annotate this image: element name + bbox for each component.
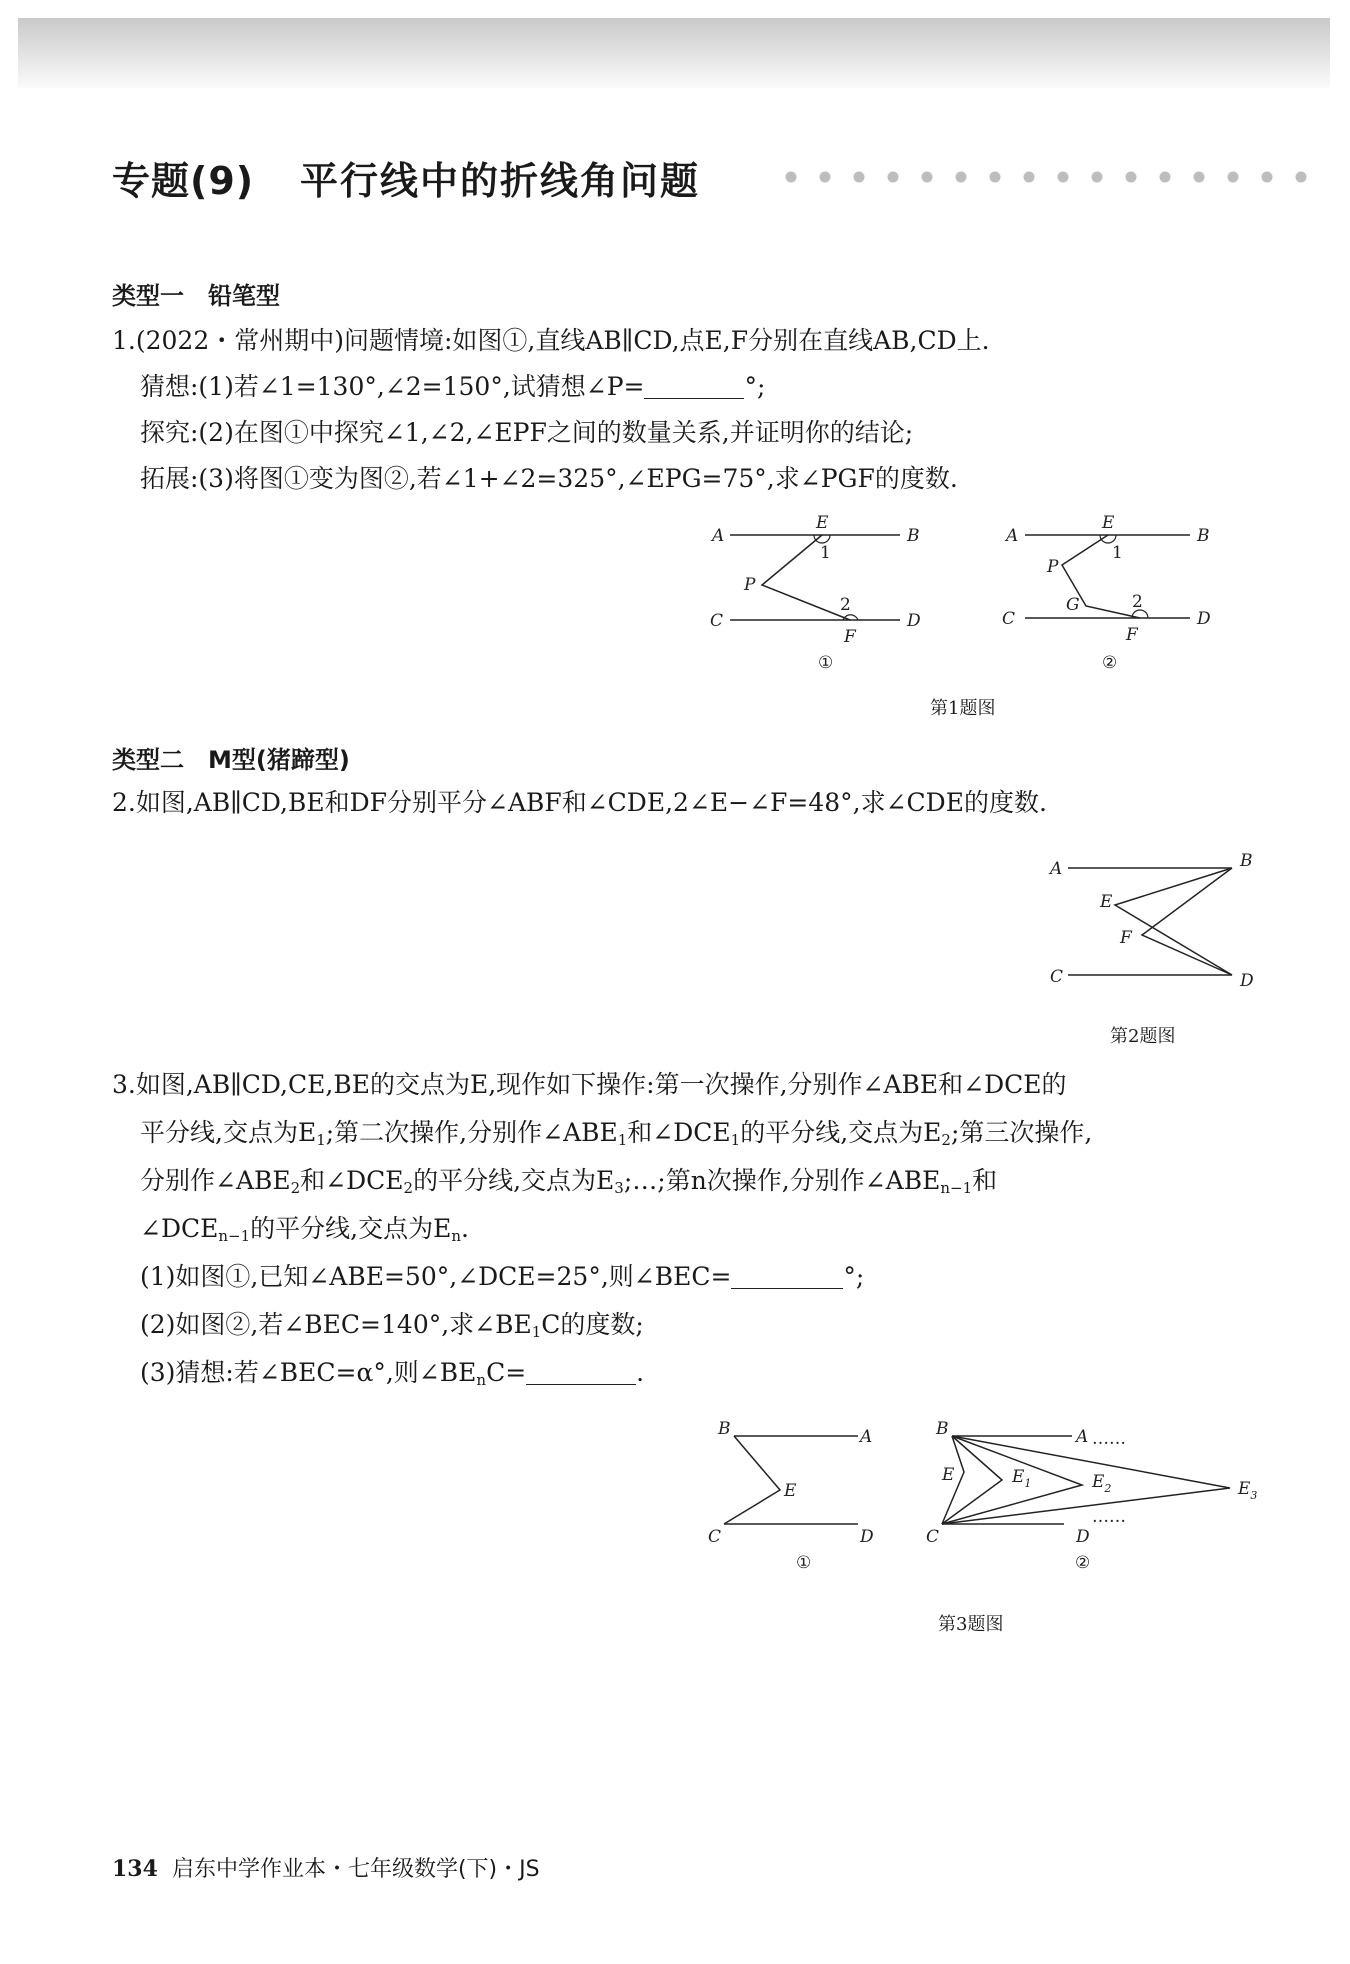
q1-line4: 拓展:(3)将图①变为图②,若∠1+∠2=325°,∠EPG=75°,求∠PGF的度数. — [140, 464, 958, 493]
label-1: 1 — [1112, 543, 1123, 563]
q1-answer-blank[interactable] — [644, 374, 744, 399]
q3-line3-part: ;…;第n次操作,分别作∠ABE — [623, 1166, 941, 1195]
q3-part3-blank[interactable] — [526, 1360, 636, 1385]
q1-guess-text: 猜想:(1)若∠1=130°,∠2=150°,试猜想∠P= — [140, 372, 645, 401]
label-f: F — [1120, 928, 1132, 948]
polyline-bfd — [1142, 868, 1232, 975]
q3-line2 — [140, 1110, 1092, 1163]
topic-title: 平行线中的折线角问题 — [300, 159, 701, 203]
label-2: 2 — [840, 595, 851, 615]
q3-line3-part: 和 — [972, 1166, 998, 1195]
q3-figure-2 — [926, 1419, 1257, 1573]
q1-line1: 1.(2022・常州期中)问题情境:如图①,直线AB∥CD,点E,F分别在直线AB,CD上. — [112, 326, 990, 355]
label-c: C — [1050, 967, 1064, 987]
q2-figure — [1030, 845, 1270, 995]
label-b: B — [907, 526, 920, 546]
q3-part3-text: (3)猜想:若∠BEC=α°,则∠BE — [140, 1358, 477, 1387]
label-e: E — [784, 1481, 797, 1501]
q3-figures — [700, 1412, 1270, 1582]
label-2: 2 — [1132, 592, 1143, 612]
label-c: C — [708, 1527, 722, 1547]
q3-line3 — [140, 1158, 997, 1211]
label-a: A — [1050, 859, 1063, 879]
label-e2 — [1091, 1472, 1111, 1495]
label-b: B — [1240, 851, 1253, 871]
label-d: D — [907, 611, 921, 631]
label-1: 1 — [820, 543, 831, 563]
q1-line3: 探究:(2)在图①中探究∠1,∠2,∠EPF之间的数量关系,并证明你的结论; — [140, 418, 914, 447]
label-e: E — [1100, 892, 1113, 912]
dots-upper: …… — [1092, 1429, 1126, 1449]
angle-2-arc — [843, 615, 858, 620]
label-g: G — [1066, 595, 1080, 615]
subscript: 2 — [941, 1131, 951, 1149]
q3-figure-1 — [708, 1419, 874, 1573]
q3-part3 — [140, 1350, 644, 1403]
label-f: F — [1126, 625, 1138, 645]
subscript: 1 — [316, 1131, 326, 1149]
label-e1-letter: E — [1012, 1467, 1025, 1487]
page-number: 134 — [112, 1856, 158, 1882]
q3-part2-text: (2)如图②,若∠BEC=140°,求∠BE — [140, 1310, 532, 1339]
q3-part1-end: °; — [843, 1262, 865, 1291]
q3-line4-part: 的平分线,交点为E — [250, 1214, 452, 1243]
q3-part2-end: C的度数; — [541, 1310, 644, 1339]
q3-part3-end: . — [636, 1358, 645, 1387]
q3-part1-text: (1)如图①,已知∠ABE=50°,∠DCE=25°,则∠BEC= — [140, 1262, 732, 1291]
q2-caption: 第2题图 — [1110, 1026, 1176, 1047]
label-b: B — [718, 1419, 731, 1439]
q3-part2 — [140, 1302, 644, 1355]
label-e1-sub: 1 — [1024, 1477, 1032, 1490]
label-b: B — [1197, 526, 1210, 546]
label-a: A — [712, 526, 725, 546]
q3-line3-part: 和∠DCE — [300, 1166, 404, 1195]
q3-line1: 3.如图,AB∥CD,CE,BE的交点为E,现作如下操作:第一次操作,分别作∠ABE和∠DCE的 — [112, 1070, 1067, 1099]
subscript: 2 — [290, 1179, 301, 1197]
q1-line2 — [140, 364, 765, 410]
label-d: D — [1076, 1527, 1090, 1547]
label-e2-sub: 2 — [1104, 1482, 1112, 1495]
label-p: P — [744, 575, 756, 595]
subscript: n−1 — [940, 1179, 973, 1197]
section-type-1-title: 类型一 铅笔型 — [112, 282, 280, 310]
label-a: A — [1076, 1427, 1089, 1447]
q3-line3-part: 的平分线,交点为E — [413, 1166, 615, 1195]
q3-line4 — [140, 1206, 469, 1259]
decorative-dots — [774, 170, 1322, 184]
book-title: 启东中学作业本・七年级数学(下)・JS — [171, 1857, 540, 1882]
q3-line2-part: 平分线,交点为E — [140, 1118, 317, 1147]
polyline-epf — [762, 535, 850, 620]
subscript: 1 — [531, 1323, 542, 1341]
q3-line2-part: ;第二次操作,分别作∠ABE — [325, 1118, 618, 1147]
label-c: C — [1002, 609, 1016, 629]
label-e: E — [816, 513, 829, 533]
subscript: 2 — [403, 1179, 414, 1197]
fig1-number: ① — [818, 653, 834, 673]
q1-caption: 第1题图 — [930, 698, 996, 719]
label-e2-letter: E — [1092, 1472, 1105, 1492]
q1-guess-end: °; — [744, 372, 766, 401]
q3-caption: 第3题图 — [938, 1614, 1004, 1635]
label-a: A — [1006, 526, 1019, 546]
label-c: C — [926, 1527, 940, 1547]
label-a: A — [860, 1427, 873, 1447]
q3-line2-part: 和∠DCE — [627, 1118, 731, 1147]
q2-line1: 2.如图,AB∥CD,BE和DF分别平分∠ABF和∠CDE,2∠E−∠F=48°,求∠CDE的度数. — [112, 788, 1047, 817]
q1-figure-2 — [1002, 513, 1211, 673]
section-type-2-title: 类型二 M型(猪蹄型) — [112, 746, 350, 774]
subscript: 1 — [730, 1131, 741, 1149]
polyline-bec — [724, 1436, 780, 1524]
label-e: E — [1102, 513, 1115, 533]
subscript: n — [476, 1371, 487, 1389]
page-footer — [112, 1852, 540, 1883]
q3-line4-part: . — [461, 1214, 469, 1243]
label-p: P — [1047, 557, 1059, 577]
fig2-number: ② — [1102, 653, 1118, 673]
label-e3 — [1237, 1479, 1257, 1502]
dots-lower: …… — [1092, 1507, 1126, 1527]
subscript: n−1 — [218, 1227, 251, 1245]
label-c: C — [710, 611, 724, 631]
q3-part3-text: C= — [486, 1358, 527, 1387]
q3-line4-part: ∠DCE — [140, 1214, 219, 1243]
topic-header — [112, 150, 1312, 210]
topic-number: 专题(9) — [112, 159, 255, 203]
q3-part1-blank[interactable] — [731, 1264, 843, 1289]
polyline-bed — [1115, 868, 1232, 975]
label-d: D — [1197, 609, 1211, 629]
label-d: D — [1240, 971, 1254, 991]
q3-line3-part: 分别作∠ABE — [140, 1166, 291, 1195]
label-f: F — [844, 627, 856, 647]
label-e3-letter: E — [1238, 1479, 1251, 1499]
label-e1 — [1011, 1467, 1031, 1490]
q3-line2-part: 的平分线,交点为E — [740, 1118, 942, 1147]
q3-line2-part: ;第三次操作, — [950, 1118, 1093, 1147]
label-d: D — [860, 1527, 874, 1547]
fig1-number: ① — [796, 1553, 812, 1573]
subscript: 1 — [617, 1131, 628, 1149]
q1-figures — [700, 510, 1230, 680]
subscript: 3 — [614, 1179, 624, 1197]
subscript: n — [451, 1227, 462, 1245]
label-e3-sub: 3 — [1250, 1489, 1258, 1502]
label-b: B — [936, 1419, 949, 1439]
fig2-number: ② — [1075, 1553, 1091, 1573]
q3-part1 — [140, 1254, 864, 1300]
label-e: E — [942, 1465, 955, 1485]
q1-figure-1 — [710, 513, 921, 673]
